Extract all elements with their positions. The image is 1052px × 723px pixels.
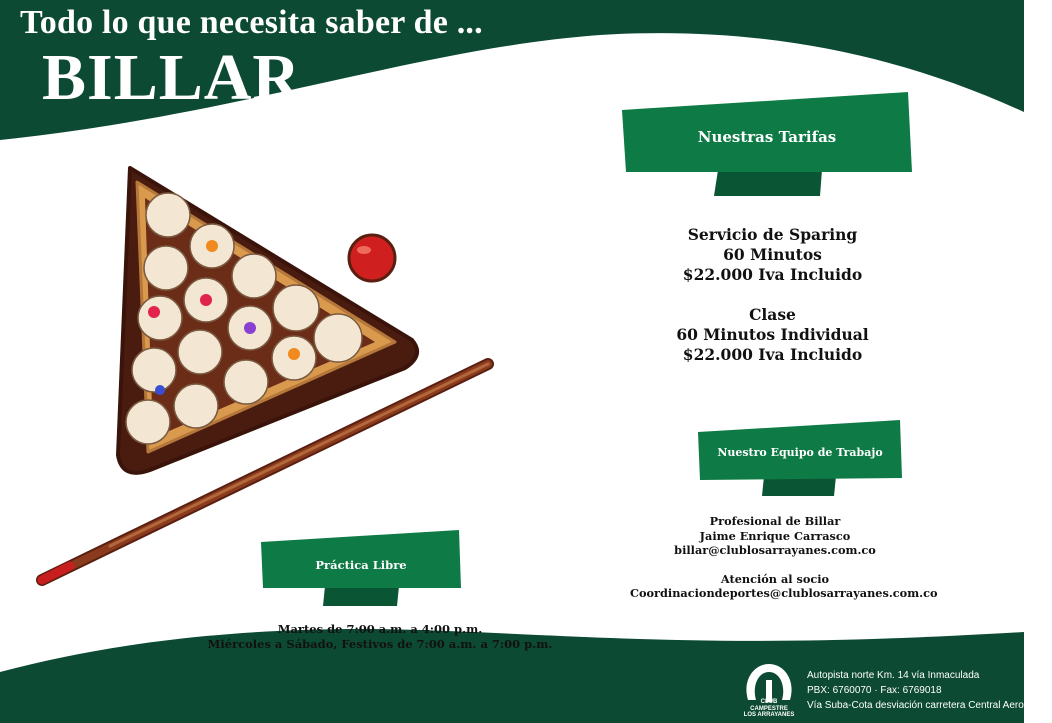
team-email: billar@clublosarrayanes.com.co — [674, 543, 876, 557]
hours-line: Miércoles a Sábado, Festivos de 7:00 a.m. a 7:00 p.m. — [207, 636, 553, 651]
rates-line: $22.000 Iva Incluido — [682, 265, 863, 284]
rates-spacer — [640, 285, 905, 305]
logo-text-line: LOS ARRAYANES — [743, 712, 795, 718]
page-title: BILLAR — [42, 41, 302, 114]
rates-banner — [622, 92, 914, 200]
team-spacer — [630, 558, 920, 572]
coordination-email: Coordinaciondeportes@clublosarrayanes.com.co — [630, 586, 938, 600]
team-banner-label: Nuestro Equipo de Trabajo — [717, 446, 883, 459]
practice-banner-label: Práctica Libre — [315, 558, 407, 572]
billiard-rack-icon — [30, 160, 500, 590]
rates-line: Clase — [749, 305, 796, 324]
logo-text — [736, 699, 802, 719]
rates-line: Servicio de Sparing — [687, 225, 858, 244]
logo-text-line: CAMPESTRE — [750, 705, 788, 712]
rates-banner-label: Nuestras Tarifas — [697, 128, 837, 146]
team-banner — [698, 420, 904, 498]
logo-text-line: CLUB — [760, 699, 778, 705]
hours-line: Martes de 7:00 a.m. a 4:00 p.m. — [277, 622, 483, 636]
rates-line: 60 Minutos Individual — [676, 325, 869, 344]
red-ball-icon — [349, 235, 395, 281]
rates-line: 60 Minutos — [723, 245, 822, 264]
footer-address: Autopista norte Km. 14 vía Inmaculada — [807, 670, 980, 681]
rates-text — [640, 225, 905, 365]
footer-phones: PBX: 6760070 · Fax: 6769018 — [807, 685, 942, 696]
headline: Todo lo que necesita saber de ... — [20, 4, 483, 41]
practice-hours — [200, 622, 560, 651]
team-line: Atención al socio — [720, 571, 830, 586]
rates-line: $22.000 Iva Incluido — [682, 345, 863, 364]
team-line: Jaime Enrique Carrasco — [699, 528, 851, 543]
team-text — [630, 514, 938, 601]
team-line: Profesional de Billar — [709, 514, 841, 528]
footer-directions: Vía Suba-Cota desviación carretera Central Aeropuerto — [807, 700, 1052, 711]
footer-contact — [807, 668, 1052, 713]
